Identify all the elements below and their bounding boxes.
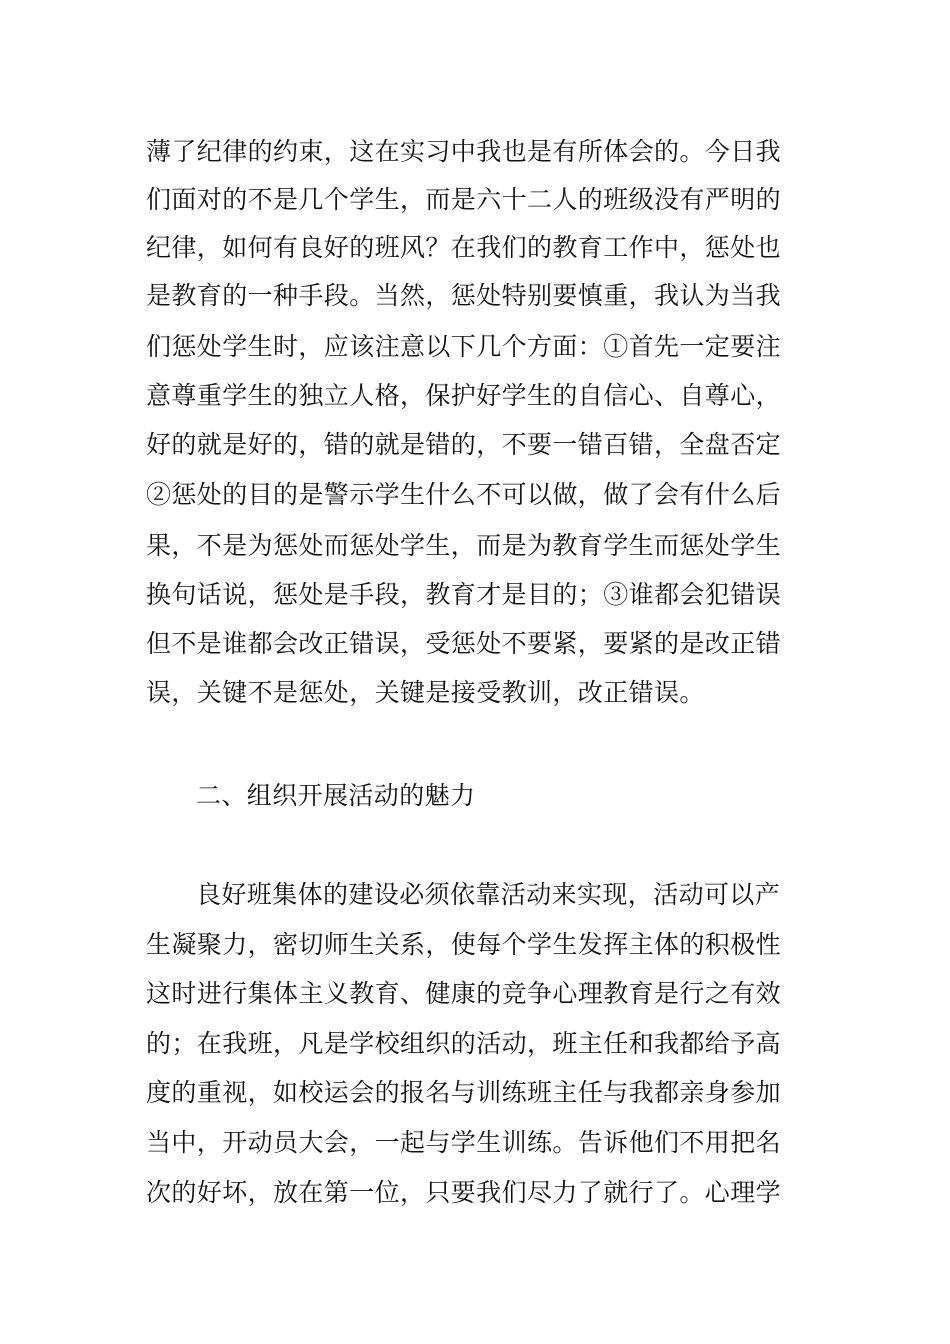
paragraph-1-line-6: 意尊重学生的独立人格，保护好学生的自信心、自尊心， <box>146 381 782 410</box>
paragraph-1-line-11: 但不是谁都会改正错误，受惩处不要紧，要紧的是改正错 <box>146 629 782 658</box>
paragraph-1-line-4: 是教育的一种手段。当然，惩处特别要慎重，我认为当我 <box>146 281 782 310</box>
paragraph-1-line-12: 误，关键不是惩处，关键是接受教训，改正错误。 <box>146 678 705 707</box>
paragraph-2-line-2: 生凝聚力，密切师生关系，使每个学生发挥主体的积极性 <box>146 930 782 959</box>
paragraph-1-line-10: 换句话说，惩处是手段，教育才是目的；③谁都会犯错误 <box>146 580 782 609</box>
paragraph-2-line-6: 当中，开动员大会，一起与学生训练。告诉他们不用把名 <box>146 1128 782 1157</box>
paragraph-1-line-1: 薄了纪律的约束，这在实习中我也是有所体会的。今日我 <box>146 137 782 166</box>
paragraph-2-line-3: 这时进行集体主义教育、健康的竞争心理教育是行之有效 <box>146 979 782 1008</box>
paragraph-1-line-8: ②惩处的目的是警示学生什么不可以做，做了会有什么后 <box>146 480 782 509</box>
paragraph-2-line-5: 度的重视，如校运会的报名与训练班主任与我都亲身参加 <box>146 1078 782 1107</box>
paragraph-2-line-7: 次的好坏，放在第一位，只要我们尽力了就行了。心理学 <box>146 1178 782 1207</box>
paragraph-1-line-7: 好的就是好的，错的就是错的，不要一错百错，全盘否定 <box>146 430 782 459</box>
paragraph-1-line-3: 纪律，如何有良好的班风？在我们的教育工作中，惩处也 <box>146 233 782 262</box>
paragraph-1-line-2: 们面对的不是几个学生，而是六十二人的班级没有严明的 <box>146 185 782 214</box>
paragraph-2-line-4: 的；在我班，凡是学校组织的活动，班主任和我都给予高 <box>146 1029 782 1058</box>
paragraph-1-line-9: 果，不是为惩处而惩处学生，而是为教育学生而惩处学生 <box>146 531 782 560</box>
paragraph-1-line-5: 们惩处学生时，应该注意以下几个方面：①首先一定要注 <box>146 332 782 361</box>
section-heading: 二、组织开展活动的魅力 <box>196 781 476 810</box>
paragraph-2-line-1: 良好班集体的建设必须依靠活动来实现，活动可以产 <box>196 880 781 909</box>
